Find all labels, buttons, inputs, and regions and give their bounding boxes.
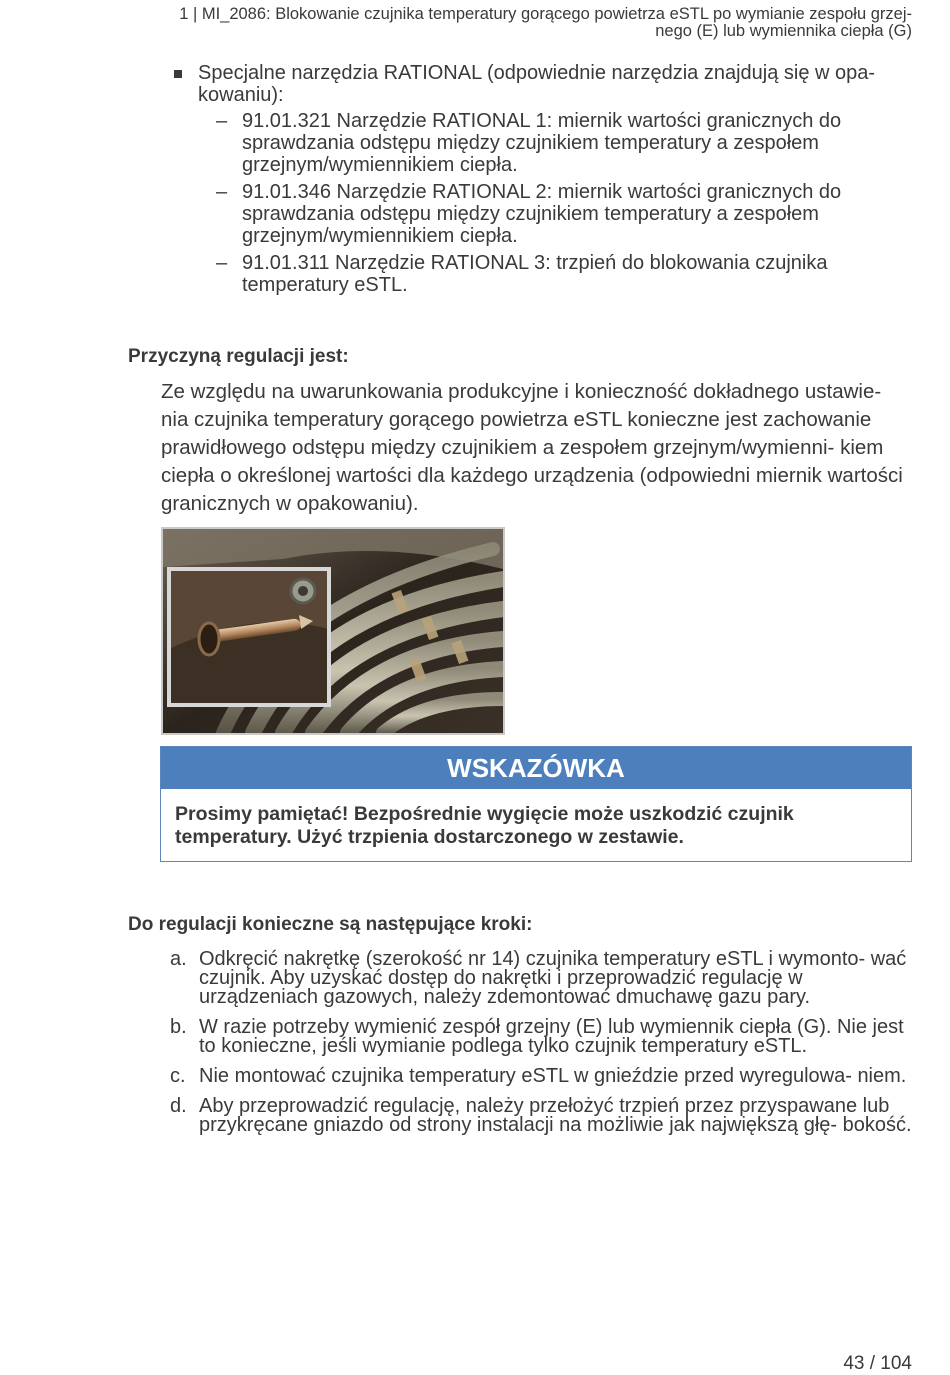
header-line-1: 1 | MI_2086: Blokowanie czujnika temperatury gorącego powietrza eSTL po wymianie zespołu grzej-: [179, 5, 912, 23]
step-text: Aby przeprowadzić regulację, należy przełożyć trzpień przez przyspawane lub przykręcane gniazdo od strony instalacji na możliwie jak największą głę- bokość.: [199, 1095, 912, 1136]
dash-bullet-icon: –: [216, 181, 228, 203]
tool-item-text: 91.01.321 Narzędzie RATIONAL 1: miernik wartości granicznych do sprawdzania odstępu między czujnikiem temperatury a zespołem grzejnym/wymiennikiem ciepła.: [242, 110, 842, 176]
dash-bullet-icon: –: [216, 110, 228, 132]
step-text: W razie potrzeby wymienić zespół grzejny (E) lub wymiennik ciepła (G). Nie jest to konieczne, jeśli wymianie podlega tylko czujnik temperatury eSTL.: [199, 1016, 904, 1057]
step-marker: c.: [170, 1065, 186, 1087]
tools-list: [172, 62, 912, 301]
cause-text: Ze względu na uwarunkowania produkcyjne i konieczność dokładnego ustawie- nia czujnika temperatury gorącego powietrza eSTL konieczne jest zachowanie prawidłowego odstępu między czujnikiem a zespołem grzejnym/wymienni- kiem ciepła o określonej wartości dla każdego urządzenia (odpowiedni miernik wartości granicznych w opakowaniu).: [161, 380, 903, 515]
step-text: Odkręcić nakrętkę (szerokość nr 14) czujnika temperatury eSTL i wymonto- wać czujnik. Aby uzyskać dostęp do nakrętki i przeprowadzić regulację w urządzeniach gazowych, należy zdemontować dmuchawę gazu pary.: [199, 948, 907, 1008]
step-text: Nie montować czujnika temperatury eSTL w gnieździe przed wyregulowa- niem.: [199, 1065, 907, 1087]
list-item: [216, 110, 912, 176]
tools-intro: Specjalne narzędzia RATIONAL (odpowiednie narzędzia znajdują się w opa- kowaniu):: [198, 62, 876, 106]
page-number: 43 / 104: [843, 1353, 912, 1374]
list-item: [170, 1018, 912, 1056]
list-item: [216, 181, 912, 247]
list-item: [170, 1067, 912, 1086]
list-item: [216, 252, 912, 296]
tool-item-text: 91.01.346 Narzędzie RATIONAL 2: miernik wartości granicznych do sprawdzania odstępu między czujnikiem temperatury a zespołem grzejnym/wymiennikiem ciepła.: [242, 181, 842, 247]
cause-heading: Przyczyną regulacji jest:: [128, 346, 349, 367]
sensor-photo: [161, 527, 505, 735]
step-marker: b.: [170, 1016, 187, 1038]
tool-item-text: 91.01.311 Narzędzie RATIONAL 3: trzpień do blokowania czujnika temperatury eSTL.: [242, 252, 828, 296]
tools-bullet: [172, 62, 912, 106]
tools-sublist: [172, 110, 912, 296]
step-marker: a.: [170, 948, 187, 970]
dash-bullet-icon: –: [216, 252, 228, 274]
list-item: [170, 1097, 912, 1135]
step-marker: d.: [170, 1095, 187, 1117]
steps-list: [170, 950, 912, 1146]
square-bullet-icon: [174, 70, 182, 78]
steps-heading: Do regulacji konieczne są następujące kroki:: [128, 914, 533, 935]
list-item: [170, 950, 912, 1007]
sensor-photo-illustration: [163, 529, 503, 733]
header-line-2: nego (E) lub wymiennika ciepła (G): [655, 22, 912, 40]
page-header: [32, 6, 912, 40]
note-box: [160, 746, 912, 862]
note-text: Prosimy pamiętać! Bezpośrednie wygięcie może uszkodzić czujnik temperatury. Użyć trzpienia dostarczonego w zestawie.: [175, 803, 794, 848]
note-title: WSKAZÓWKA: [161, 747, 911, 789]
